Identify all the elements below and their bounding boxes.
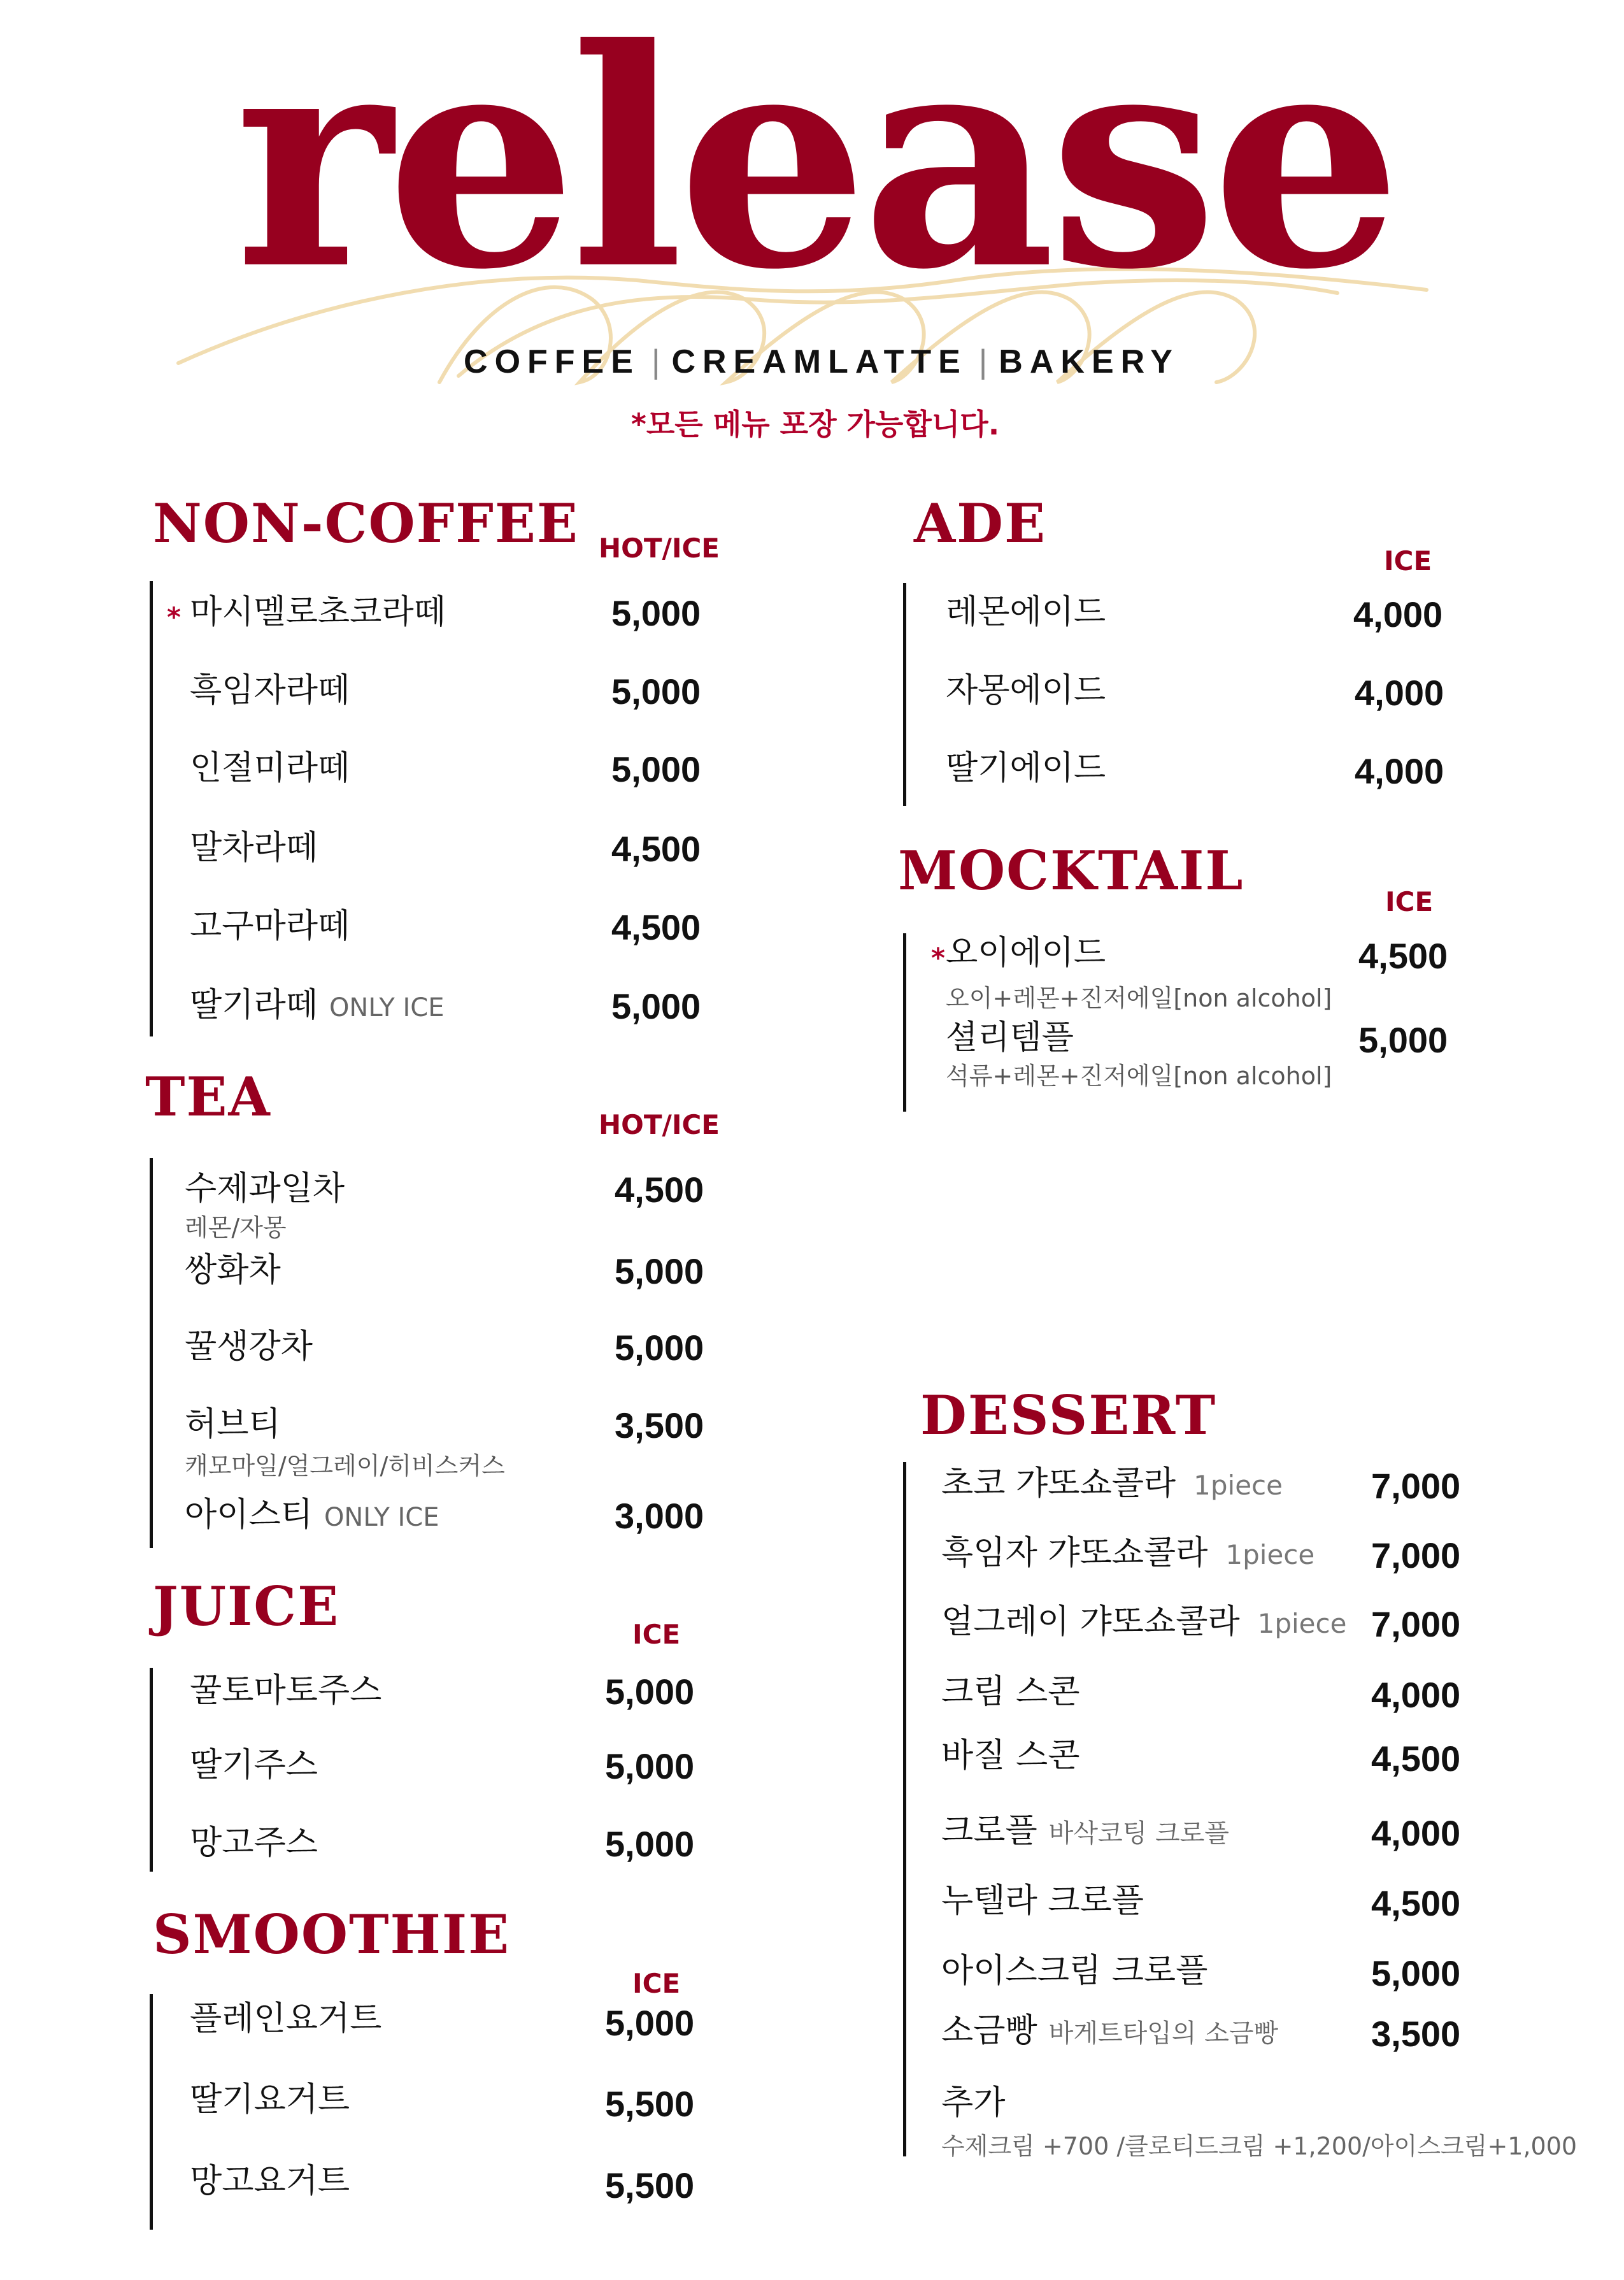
menu-item-name: 딸기에이드	[946, 749, 1106, 787]
mocktail-temp-label: ICE	[1385, 886, 1434, 917]
menu-item-name: 레몬에이드	[946, 593, 1106, 631]
ade-divider	[903, 583, 906, 806]
menu-item-note: 바삭코팅 크로플	[1048, 1819, 1229, 1848]
non-coffee-temp-label: HOT/ICE	[599, 533, 720, 564]
menu-item-price: 4,000	[1371, 1813, 1461, 1853]
menu-item-price: 5,000	[605, 1824, 695, 1864]
menu-item-name: 망고주스	[190, 1824, 318, 1862]
section-title-non-coffee: NON-COFFEE	[153, 492, 579, 555]
dessert-divider	[903, 1462, 906, 2156]
menu-item-sub: 캐모마일/얼그레이/히비스커스	[185, 1452, 505, 1480]
subtitle-coffee: COFFEE	[464, 343, 640, 380]
menu-item-price: 5,000	[605, 1746, 695, 1786]
menu-item-price: 4,000	[1371, 1675, 1461, 1715]
menu-item-name: 자몽에이드	[946, 671, 1106, 710]
menu-item-name: 크림 스콘	[941, 1673, 1080, 1711]
ade-temp-label: ICE	[1384, 545, 1432, 577]
juice-temp-label: ICE	[632, 1619, 681, 1650]
menu-item-name: 쌍화차	[185, 1251, 281, 1289]
signature-star-icon: *	[167, 601, 181, 633]
menu-item-note: 바게트타입의 소금빵	[1048, 2019, 1279, 2048]
menu-item-note: ONLY ICE	[324, 1503, 439, 1532]
menu-item-name: 소금빵	[941, 2012, 1037, 2050]
subtitle-creamlatte: CREAMLATTE	[671, 343, 967, 380]
signature-star-icon: *	[931, 942, 945, 973]
subtitle-separator: |	[978, 343, 988, 380]
menu-item-note: 1piece	[1225, 1539, 1315, 1570]
menu-item-price: 4,500	[1371, 1883, 1461, 1923]
dessert-extra-label: 추가	[941, 2084, 1006, 2122]
section-title-juice: JUICE	[153, 1575, 340, 1638]
tea-divider	[150, 1158, 153, 1548]
menu-item-price: 5,000	[1371, 1953, 1461, 1993]
menu-item-price: 5,000	[605, 1672, 695, 1712]
menu-item	[941, 2012, 1279, 2050]
section-title-smoothie: SMOOTHIE	[153, 1903, 511, 1966]
menu-item	[941, 1534, 1315, 1572]
menu-item-name: 수제과일차	[185, 1170, 345, 1208]
menu-item-name: 흑임자 갸또쇼콜라	[941, 1534, 1208, 1572]
menu-item-name: 꿀생강차	[185, 1328, 313, 1366]
menu-item	[941, 1812, 1229, 1850]
subtitle-separator: |	[651, 343, 660, 380]
menu-item-price: 5,000	[605, 2003, 695, 2043]
juice-divider	[150, 1668, 153, 1872]
menu-item-price: 4,000	[1355, 751, 1444, 791]
menu-item-price: 4,500	[1358, 936, 1448, 976]
menu-item-name: 허브티	[185, 1405, 281, 1444]
smoothie-temp-label: ICE	[632, 1968, 681, 1999]
menu-item-name: 망고요거트	[190, 2162, 350, 2200]
menu-item-name: 딸기라떼	[190, 986, 318, 1024]
menu-item-name: 초코 갸또쇼콜라	[941, 1465, 1176, 1503]
menu-item-price: 5,000	[615, 1251, 704, 1291]
menu-item-name: 말차라떼	[190, 829, 318, 867]
menu-item	[941, 1465, 1283, 1503]
mocktail-divider	[903, 933, 906, 1112]
menu-item-name: 딸기주스	[190, 1746, 318, 1784]
menu-item-price: 3,500	[615, 1405, 704, 1445]
smoothie-divider	[150, 1994, 153, 2230]
menu-item	[190, 986, 445, 1024]
menu-item-name: 딸기요거트	[190, 2081, 350, 2119]
menu-item-name: 오이에이드	[946, 934, 1106, 972]
menu-item-price: 3,000	[615, 1496, 704, 1536]
menu-item-sub: 석류+레몬+진저에일[non alcohol]	[946, 1062, 1332, 1090]
menu-item-price: 5,500	[605, 2165, 695, 2205]
menu-item-name: 마시멜로초코라떼	[190, 593, 446, 631]
menu-item-name: 누텔라 크로플	[941, 1882, 1144, 1920]
menu-item-price: 5,000	[611, 593, 701, 633]
subtitle-bakery: BAKERY	[999, 343, 1179, 380]
menu-item-name: 얼그레이 갸또쇼콜라	[941, 1603, 1240, 1641]
menu-item-price: 5,000	[611, 749, 701, 789]
menu-item-name: 셜리템플	[946, 1019, 1074, 1057]
menu-item-price: 5,000	[615, 1328, 704, 1368]
menu-item-note: 1piece	[1257, 1608, 1347, 1639]
menu-item-note: ONLY ICE	[329, 993, 445, 1022]
menu-item-price: 4,500	[611, 907, 701, 947]
menu-item-name: 흑임자라떼	[190, 671, 350, 710]
menu-item-sub: 오이+레몬+진저에일[non alcohol]	[946, 984, 1332, 1012]
menu-item-name: 꿀토마토주스	[190, 1672, 382, 1710]
menu-item-name: 고구마라떼	[190, 907, 350, 945]
menu-item-price: 7,000	[1371, 1535, 1461, 1575]
takeout-notice: *모든 메뉴 포장 가능합니다.	[630, 407, 1000, 441]
menu-item-name: 아이스크림 크로플	[941, 1952, 1208, 1990]
menu-item-price: 5,000	[611, 986, 701, 1026]
menu-item-price: 4,500	[1371, 1739, 1461, 1779]
menu-item-price: 3,500	[1371, 2014, 1461, 2054]
menu-item-name: 인절미라떼	[190, 749, 350, 787]
non-coffee-divider	[150, 581, 153, 1036]
menu-item-name: 바질 스콘	[941, 1737, 1080, 1775]
menu-item-price: 5,500	[605, 2084, 695, 2124]
menu-item	[941, 1603, 1347, 1641]
menu-item-name: 아이스티	[185, 1496, 313, 1534]
dessert-extra-note: 수제크림 +700 /클로티드크림 +1,200/아이스크림+1,000	[941, 2132, 1578, 2160]
brand-logo: release	[234, 0, 1396, 335]
menu-item-price: 5,000	[611, 671, 701, 712]
menu-item	[185, 1496, 439, 1534]
section-title-mocktail: MOCKTAIL	[898, 839, 1244, 902]
tea-temp-label: HOT/ICE	[599, 1109, 720, 1140]
menu-item-price: 4,000	[1353, 594, 1443, 635]
menu-item-price: 7,000	[1371, 1604, 1461, 1644]
section-title-ade: ADE	[914, 492, 1047, 555]
menu-item-note: 1piece	[1193, 1470, 1283, 1501]
brand-subtitle	[446, 343, 1197, 381]
menu-item-price: 7,000	[1371, 1466, 1461, 1506]
menu-item-price: 4,000	[1355, 673, 1444, 713]
section-title-tea: TEA	[145, 1065, 271, 1128]
menu-item-price: 5,000	[1358, 1020, 1448, 1060]
menu-item-name: 크로플	[941, 1812, 1037, 1850]
section-title-dessert: DESSERT	[920, 1384, 1217, 1447]
menu-item-price: 4,500	[615, 1170, 704, 1210]
menu-item-name: 플레인요거트	[190, 2000, 382, 2038]
menu-item-sub: 레몬/자몽	[185, 1214, 287, 1242]
menu-item-price: 4,500	[611, 829, 701, 869]
